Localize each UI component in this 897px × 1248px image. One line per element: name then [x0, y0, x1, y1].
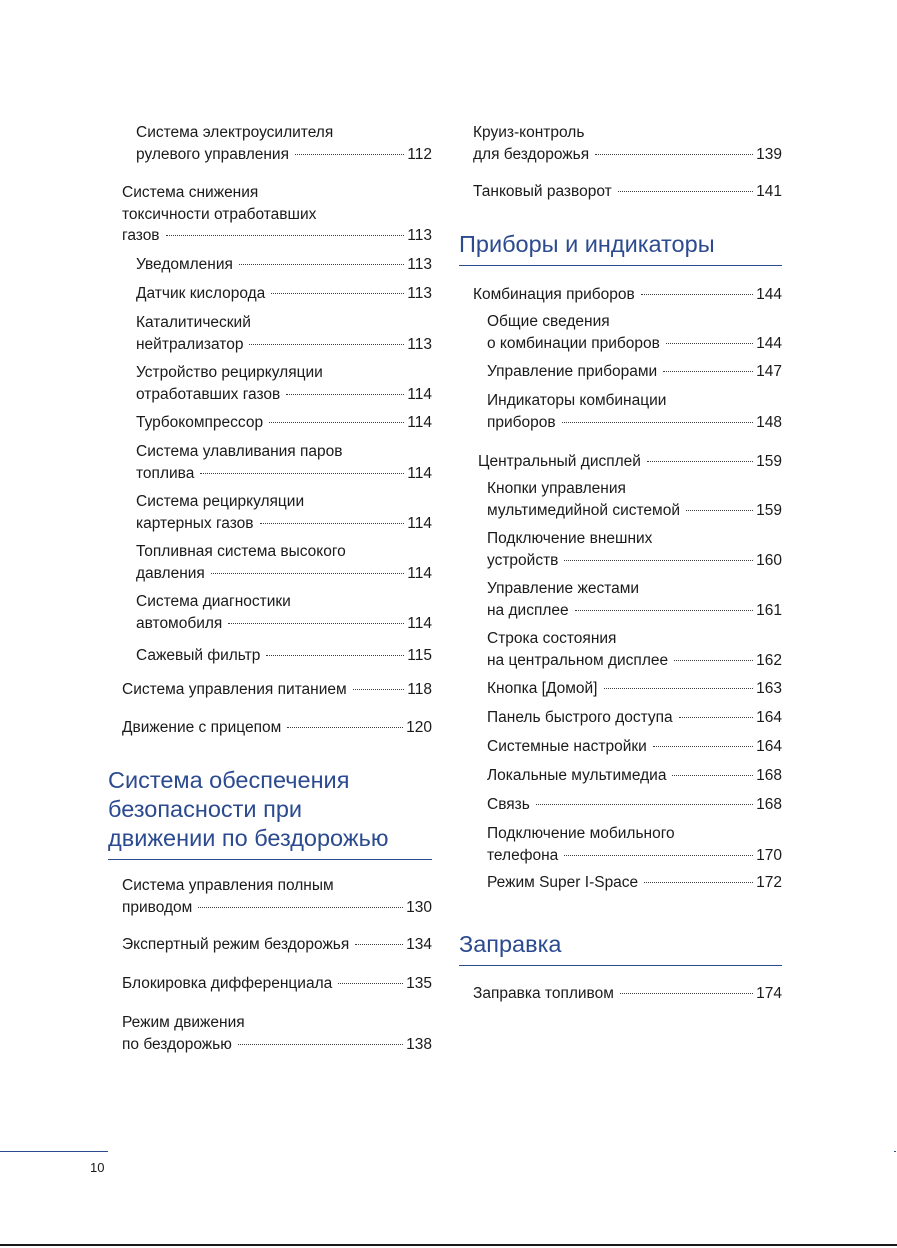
toc-entry[interactable] [136, 412, 432, 434]
entry-text: Центральный дисплей [478, 453, 641, 470]
page-number: 160 [756, 551, 782, 569]
toc-entry[interactable] [487, 390, 782, 433]
toc-entry[interactable] [473, 284, 782, 306]
toc-entry[interactable] [478, 451, 782, 473]
entry-text: Система управления полным [122, 877, 334, 894]
page-number: 114 [407, 385, 432, 403]
toc-entry[interactable] [487, 736, 782, 758]
page-number: 113 [407, 335, 432, 353]
toc-entry[interactable] [473, 122, 782, 165]
page-number: 134 [406, 936, 432, 953]
page-number: 159 [756, 501, 782, 519]
page-number: 170 [756, 846, 782, 864]
entry-text: газов [122, 227, 160, 244]
page-number: 144 [756, 334, 782, 352]
page-number: 113 [407, 227, 432, 244]
page-number: 172 [756, 874, 782, 891]
leader-dots [641, 294, 753, 295]
entry-text: Подключение внешних [487, 530, 653, 547]
footer-rule-end [894, 1151, 896, 1152]
toc-entry[interactable] [487, 823, 782, 866]
page-number: 112 [407, 145, 432, 163]
leader-dots [271, 293, 404, 294]
leader-dots [353, 689, 405, 690]
toc-entry[interactable] [487, 794, 782, 816]
leader-dots [666, 343, 753, 344]
entry-text: рулевого управления [136, 145, 289, 163]
page-number: 114 [407, 514, 432, 532]
page-number: 139 [756, 145, 782, 163]
leader-dots [644, 882, 753, 883]
page-number: 118 [407, 681, 432, 698]
leader-dots [575, 610, 754, 611]
entry-text: приводом [122, 898, 193, 916]
page-number: 161 [756, 601, 782, 619]
page-number: 144 [756, 286, 782, 303]
leader-dots [679, 717, 753, 718]
bottom-border [0, 1244, 897, 1246]
leader-dots [564, 855, 753, 856]
entry-text: по бездорожью [122, 1035, 232, 1053]
page-number: 147 [756, 363, 782, 380]
leader-dots [338, 983, 403, 984]
toc-entry[interactable] [122, 875, 432, 918]
entry-text: давления [136, 564, 205, 582]
section-heading-refuel: Заправка [459, 930, 782, 966]
entry-text: Круиз-контроль [473, 124, 585, 141]
entry-text: Индикаторы комбинации [487, 392, 667, 409]
entry-text: Режим Super I-Space [487, 874, 639, 891]
entry-text: Датчик кислорода [136, 285, 266, 302]
entry-text: Уведомления [136, 256, 233, 273]
leader-dots [620, 993, 753, 994]
leader-dots [200, 473, 404, 474]
page-number: 120 [406, 719, 432, 736]
toc-entry[interactable] [136, 541, 432, 584]
leader-dots [647, 461, 753, 462]
entry-text: Блокировка дифференциала [122, 975, 333, 992]
leader-dots [686, 510, 753, 511]
leader-dots [672, 775, 753, 776]
entry-text: Система рециркуляции [136, 493, 305, 510]
toc-entry[interactable] [487, 628, 782, 671]
leader-dots [198, 907, 403, 908]
entry-text: Общие сведения [487, 313, 610, 330]
toc-entry[interactable] [487, 528, 782, 571]
toc-entry[interactable] [136, 254, 432, 276]
toc-entry[interactable] [136, 122, 432, 165]
entry-text: на дисплее [487, 601, 569, 619]
leader-dots [287, 727, 403, 728]
entry-text: Панель быстрого доступа [487, 709, 673, 726]
leader-dots [249, 344, 404, 345]
leader-dots [228, 623, 404, 624]
page-number: 130 [406, 898, 432, 916]
page-number: 164 [756, 709, 782, 726]
leader-dots [239, 264, 404, 265]
leader-dots [260, 523, 405, 524]
leader-dots [595, 154, 753, 155]
page-number: 141 [756, 183, 782, 200]
toc-entry[interactable] [122, 973, 432, 995]
leader-dots [355, 944, 403, 945]
entry-text: Система улавливания паров [136, 443, 343, 460]
entry-text: Каталитический [136, 314, 251, 331]
leader-dots [211, 573, 404, 574]
page-number: 148 [756, 413, 782, 431]
toc-entry[interactable] [136, 591, 432, 634]
page-number: 163 [756, 680, 782, 697]
page-number: 164 [756, 738, 782, 755]
section-heading-instruments: Приборы и индикаторы [459, 230, 782, 266]
entry-text: Системные настройки [487, 738, 647, 755]
page-number: 114 [407, 564, 432, 582]
entry-text: Система управления питанием [122, 681, 347, 698]
entry-text: Комбинация приборов [473, 286, 635, 303]
toc-entry[interactable] [487, 707, 782, 729]
toc-entry[interactable] [487, 311, 782, 354]
entry-text: Система диагностики [136, 593, 291, 610]
toc-entry[interactable] [122, 934, 432, 956]
toc-entry[interactable] [136, 283, 432, 305]
entry-text: устройств [487, 551, 559, 569]
toc-entry[interactable] [487, 578, 782, 621]
entry-text: Кнопка [Домой] [487, 680, 598, 697]
entry-text: Строка состояния [487, 630, 617, 647]
page-number: 162 [756, 651, 782, 669]
footer-page-number: 10 [90, 1160, 105, 1175]
leader-dots [562, 422, 753, 423]
entry-text: Топливная система высокого [136, 543, 346, 560]
entry-text: приборов [487, 413, 556, 431]
toc-entry[interactable] [136, 441, 432, 484]
page-number: 159 [756, 453, 782, 470]
leader-dots [674, 660, 753, 661]
entry-text: Турбокомпрессор [136, 414, 264, 431]
entry-text: Система электроусилителя [136, 124, 334, 141]
toc-entry[interactable] [487, 678, 782, 700]
entry-text: Кнопки управления [487, 480, 626, 497]
entry-text: о комбинации приборов [487, 334, 660, 352]
toc-entry[interactable] [487, 361, 782, 383]
entry-text: токсичности отработавших [122, 205, 317, 223]
entry-text: Сажевый фильтр [136, 647, 261, 664]
leader-dots [166, 235, 405, 236]
toc-entry[interactable] [473, 983, 782, 1005]
leader-dots [295, 154, 404, 155]
entry-text: Управление приборами [487, 363, 658, 380]
entry-text: Связь [487, 796, 530, 813]
entry-text: нейтрализатор [136, 335, 244, 353]
entry-text: Локальные мультимедиа [487, 767, 667, 784]
entry-text: Танковый разворот [473, 183, 612, 200]
leader-dots [269, 422, 404, 423]
entry-text: автомобиля [136, 614, 223, 632]
page-number: 114 [407, 464, 432, 482]
page-number: 138 [406, 1035, 432, 1053]
entry-text: картерных газов [136, 514, 254, 532]
leader-dots [238, 1044, 403, 1045]
leader-dots [286, 394, 404, 395]
page-number: 168 [756, 796, 782, 813]
entry-text: отработавших газов [136, 385, 281, 403]
entry-text: Подключение мобильного [487, 825, 675, 842]
page-number: 114 [407, 614, 432, 632]
leader-dots [266, 655, 404, 656]
toc-entry[interactable] [136, 362, 432, 405]
toc-entry[interactable] [122, 182, 432, 247]
page-number: 174 [756, 985, 782, 1002]
page-number: 115 [407, 647, 432, 664]
leader-dots [536, 804, 753, 805]
page-number: 113 [407, 256, 432, 273]
leader-dots [604, 688, 754, 689]
toc-entry[interactable] [487, 872, 782, 894]
entry-text: для бездорожья [473, 145, 590, 163]
toc-entry[interactable] [473, 181, 782, 203]
entry-text: Режим движения [122, 1014, 245, 1031]
entry-text: Экспертный режим бездорожья [122, 936, 350, 953]
toc-entry[interactable] [122, 717, 432, 739]
page-number: 168 [756, 767, 782, 784]
toc-entry[interactable] [122, 679, 432, 701]
page-number: 135 [406, 975, 432, 992]
entry-text: топлива [136, 464, 195, 482]
leader-dots [618, 191, 753, 192]
entry-text: Движение с прицепом [122, 719, 282, 736]
footer-rule [0, 1151, 108, 1152]
page-number: 113 [407, 285, 432, 302]
toc-entry[interactable] [136, 491, 432, 534]
toc-entry[interactable] [136, 645, 432, 667]
entry-text: Устройство рециркуляции [136, 364, 323, 381]
section-heading-offroad: Система обеспечения безопасности при движении по бездорожью [108, 766, 432, 860]
toc-entry[interactable] [136, 312, 432, 355]
leader-dots [564, 560, 753, 561]
entry-text: на центральном дисплее [487, 651, 669, 669]
entry-text: Управление жестами [487, 580, 640, 597]
page-number: 114 [407, 414, 432, 431]
toc-entry[interactable] [487, 478, 782, 521]
entry-text: Система снижения [122, 184, 259, 201]
entry-text: мультимедийной системой [487, 501, 680, 519]
leader-dots [653, 746, 753, 747]
entry-text: Заправка топливом [473, 985, 614, 1002]
toc-entry[interactable] [487, 765, 782, 787]
entry-text: телефона [487, 846, 559, 864]
leader-dots [663, 371, 753, 372]
toc-entry[interactable] [122, 1012, 432, 1055]
